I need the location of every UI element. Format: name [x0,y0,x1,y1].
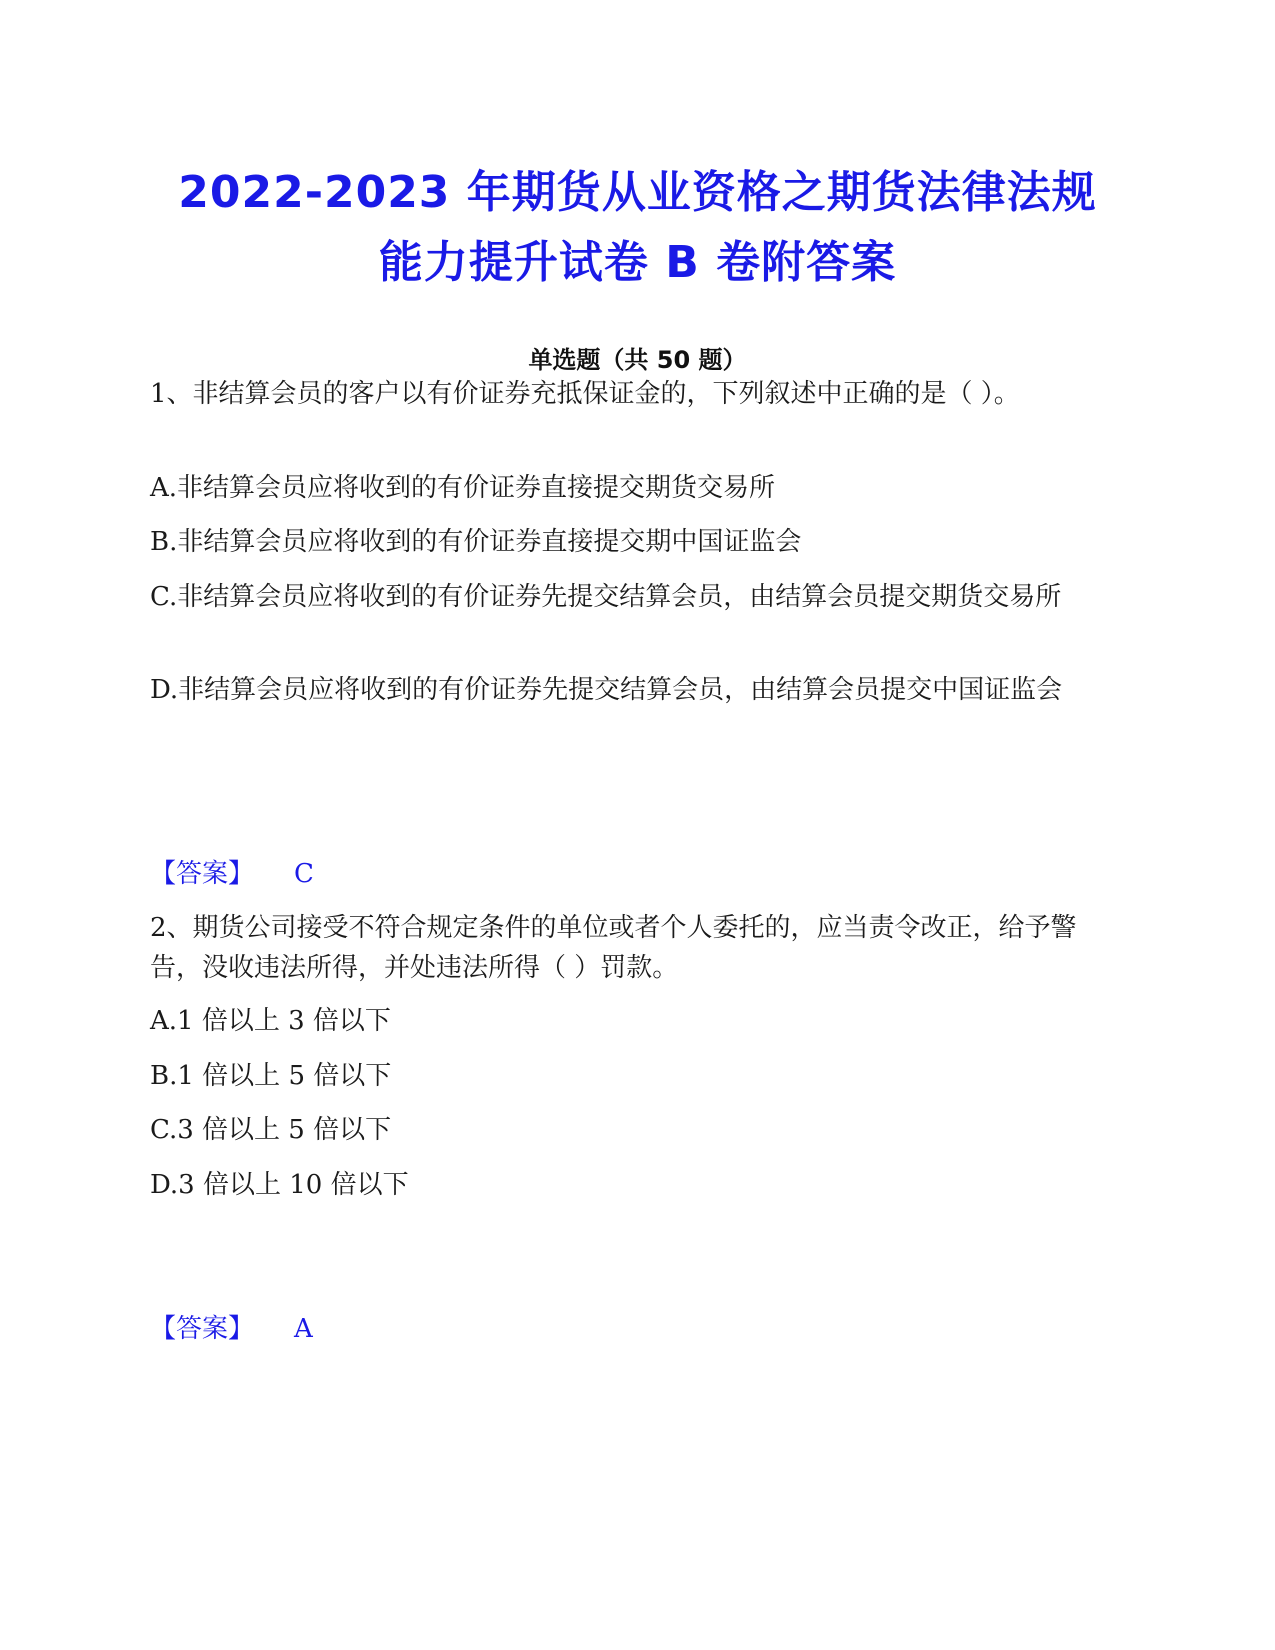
answer-label: 【答案】 [150,859,255,889]
question-2-answer [150,1309,313,1349]
question-1-option-c: C.非结算会员应将收到的有价证券先提交结算会员，由结算会员提交期货交易所 [150,582,1062,612]
question-1-option-b: B.非结算会员应将收到的有价证券直接提交期中国证监会 [150,527,802,557]
question-1-option-a: A.非结算会员应将收到的有价证券直接提交期货交易所 [150,473,776,503]
question-2-option-c: C.3 倍以上 5 倍以下 [150,1115,392,1145]
answer-value: A [294,1314,313,1344]
question-2-option-d: D.3 倍以上 10 倍以下 [150,1170,409,1200]
answer-label: 【答案】 [150,1314,255,1344]
document-title-line-1: 2022-2023 年期货从业资格之期货法律法规 [178,167,1097,218]
question-2-option-b: B.1 倍以上 5 倍以下 [150,1061,392,1091]
question-1-option-d: D.非结算会员应将收到的有价证券先提交结算会员，由结算会员提交中国证监会 [150,675,1063,705]
question-1-answer [150,854,314,894]
question-2-stem: 2、期货公司接受不符合规定条件的单位或者个人委托的，应当责令改正，给予警告，没收违法所得，并处违法所得（ ）罚款。 [150,913,1077,983]
question-2-option-a: A.1 倍以上 3 倍以下 [150,1006,391,1036]
section-heading: 单选题（共 50 题） [528,346,747,374]
question-1-stem: 1、非结算会员的客户以有价证券充抵保证金的，下列叙述中正确的是（ ）。 [150,379,1020,409]
answer-value: C [294,859,314,889]
document-title-line-2: 能力提升试卷 B 卷附答案 [378,237,897,288]
